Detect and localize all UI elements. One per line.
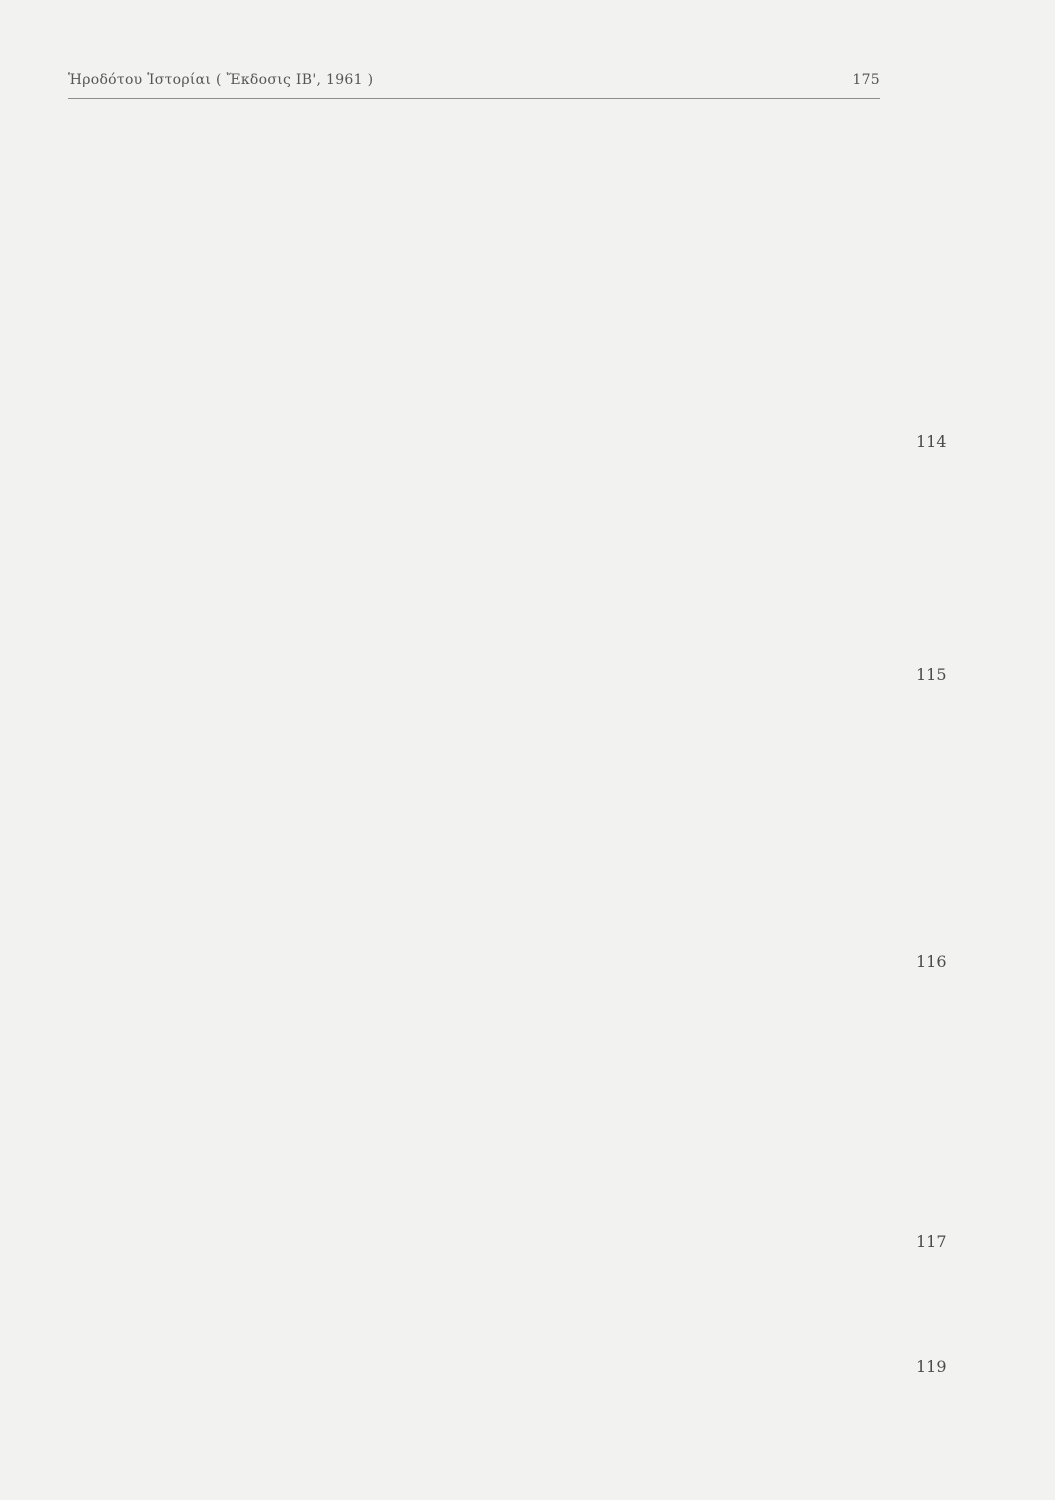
- text-line: [76, 526, 908, 564]
- text-line: [76, 706, 908, 744]
- text-body: [76, 130, 908, 1390]
- text-line: [76, 166, 908, 204]
- text-line: [76, 490, 908, 528]
- text-line: [76, 850, 908, 888]
- margin-number: 114: [916, 432, 947, 451]
- text-line: [76, 1102, 908, 1140]
- text-line: [76, 598, 908, 636]
- margin-number: 115: [916, 665, 947, 684]
- text-line: [76, 1174, 908, 1212]
- text-line: [76, 274, 908, 312]
- text-line: [76, 670, 908, 708]
- text-line: [76, 994, 908, 1032]
- header-title: Ἡροδότου Ἱστορίαι ( Ἔκδοσις ΙΒ', 1961 ): [68, 72, 374, 88]
- margin-number: 116: [916, 952, 947, 971]
- text-line: [76, 1282, 908, 1320]
- text-line: [76, 562, 908, 600]
- text-line: [76, 1246, 908, 1284]
- text-line: [76, 922, 908, 960]
- text-line: [76, 886, 908, 924]
- page-number: 175: [852, 72, 880, 88]
- running-header: [68, 72, 880, 94]
- text-line: [76, 742, 908, 780]
- text-line: [76, 202, 908, 240]
- text-line: [76, 130, 908, 168]
- text-line: [76, 346, 908, 384]
- text-line: [76, 814, 908, 852]
- header-rule: [68, 98, 880, 99]
- text-line: [76, 958, 908, 996]
- text-line: [76, 778, 908, 816]
- text-line: [76, 238, 908, 276]
- text-line: [76, 1318, 908, 1356]
- text-line: [76, 310, 908, 348]
- text-line: [76, 382, 908, 420]
- margin-number: 119: [916, 1357, 947, 1376]
- text-line: [76, 1210, 908, 1248]
- text-line: [76, 418, 908, 456]
- text-line: [76, 1138, 908, 1176]
- text-line: [76, 454, 908, 492]
- text-line: [76, 1030, 908, 1068]
- margin-number: 117: [916, 1232, 947, 1251]
- text-line: [76, 1066, 908, 1104]
- text-line: [76, 634, 908, 672]
